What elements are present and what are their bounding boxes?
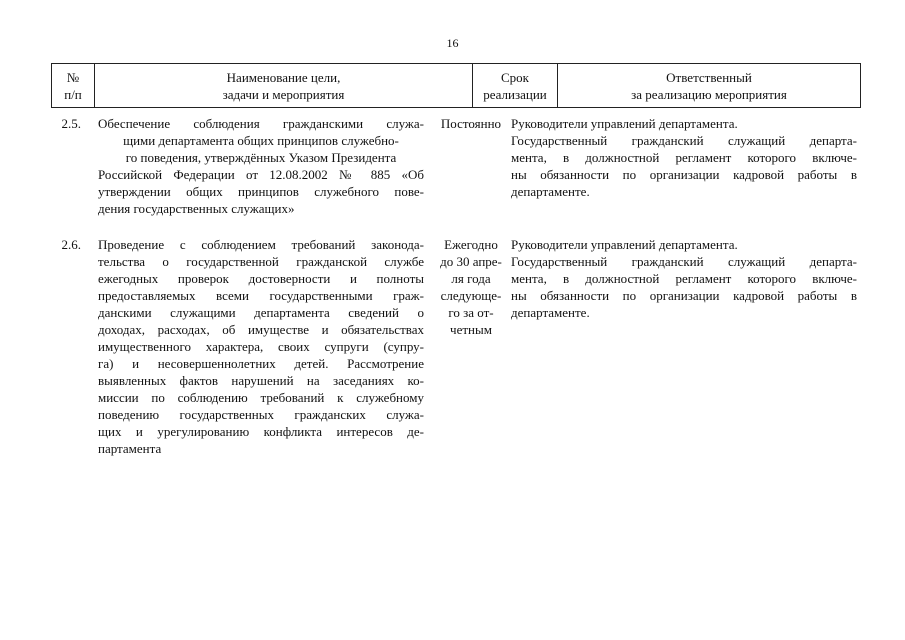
header-responsible-line: Ответственный [666, 69, 752, 85]
text-line: миссии по соблюдению требований к служебному [98, 390, 424, 405]
text-line: доходах, расходах, об имуществе и обязательствах [98, 322, 424, 337]
text-line: партамента [98, 441, 162, 456]
text-line: щими департамента общих принципов служебно- [123, 133, 399, 148]
text-line: четным [450, 322, 492, 337]
text-line: департаменте. [511, 305, 590, 320]
page-number: 16 [446, 36, 459, 50]
header-name-line: задачи и мероприятия [222, 86, 345, 102]
text-line: поведению государственных гражданских служа- [98, 407, 424, 422]
row-description [98, 236, 424, 457]
text-line: го за от- [448, 305, 494, 320]
text-line: утверждении общих принципов служебного пове- [98, 184, 424, 199]
header-responsible [558, 64, 861, 108]
text-line: предоставляемых всеми государственными граж- [98, 288, 424, 303]
text-line: Государственный гражданский служащий департа- [511, 133, 857, 148]
header-term-line: реализации [483, 86, 547, 102]
header-responsible-line: за реализацию мероприятия [631, 86, 787, 102]
text-line: Ежегодно [444, 237, 498, 252]
table-header [51, 63, 861, 108]
header-num-line: п/п [64, 86, 82, 102]
row-description [98, 115, 424, 217]
text-line: Государственный гражданский служащий департа- [511, 254, 857, 269]
text-line: щих и урегулированию конфликта интересов де- [98, 424, 424, 439]
text-line: Руководители управлений департамента. [511, 237, 738, 252]
text-line: имущественного характера, своих супруги (супру- [98, 339, 424, 354]
text-line: ежегодных проверок достоверности и полноты [98, 271, 424, 286]
header-num [52, 64, 95, 108]
row-term [429, 115, 513, 132]
row-term [429, 236, 513, 338]
text-line: га) и несовершеннолетних детей. Рассмотрение [98, 356, 424, 371]
text-line: дения государственных служащих» [98, 201, 295, 216]
text-line: Постоянно [440, 116, 502, 131]
header-num-line: № [66, 69, 80, 85]
text-line: выявленных фактов нарушений на заседаниях ко- [98, 373, 424, 388]
header-term-line: Срок [501, 69, 529, 85]
text-line: го поведения, утверждённых Указом Президента [125, 150, 397, 165]
row-responsible [511, 236, 857, 321]
text-line: тельства о государственной гражданской службе [98, 254, 424, 269]
text-line: следующе- [440, 288, 502, 303]
text-line: до 30 апре- [440, 254, 502, 269]
text-line: Обеспечение соблюдения гражданскими служа- [98, 116, 424, 131]
text-line: ны обязанности по организации кадровой работы в [511, 288, 857, 303]
header-name [95, 64, 473, 108]
header-name-line: Наименование цели, [226, 69, 341, 85]
text-line: Российской Федерации от 12.08.2002 № 885 «Об [98, 167, 424, 182]
text-line: Руководители управлений департамента. [511, 116, 738, 131]
text-line: ля года [451, 271, 491, 286]
header-term [473, 64, 558, 108]
text-line: мента, в должностной регламент которого включе- [511, 271, 857, 286]
row-responsible [511, 115, 857, 200]
text-line: ны обязанности по организации кадровой работы в [511, 167, 857, 182]
row-number: 2.6. [61, 237, 81, 252]
text-line: департаменте. [511, 184, 590, 199]
text-line: мента, в должностной регламент которого включе- [511, 150, 857, 165]
row-number: 2.5. [61, 116, 81, 131]
text-line: Проведение с соблюдением требований законода- [98, 237, 424, 252]
text-line: данскими служащими департамента сведений о [98, 305, 424, 320]
